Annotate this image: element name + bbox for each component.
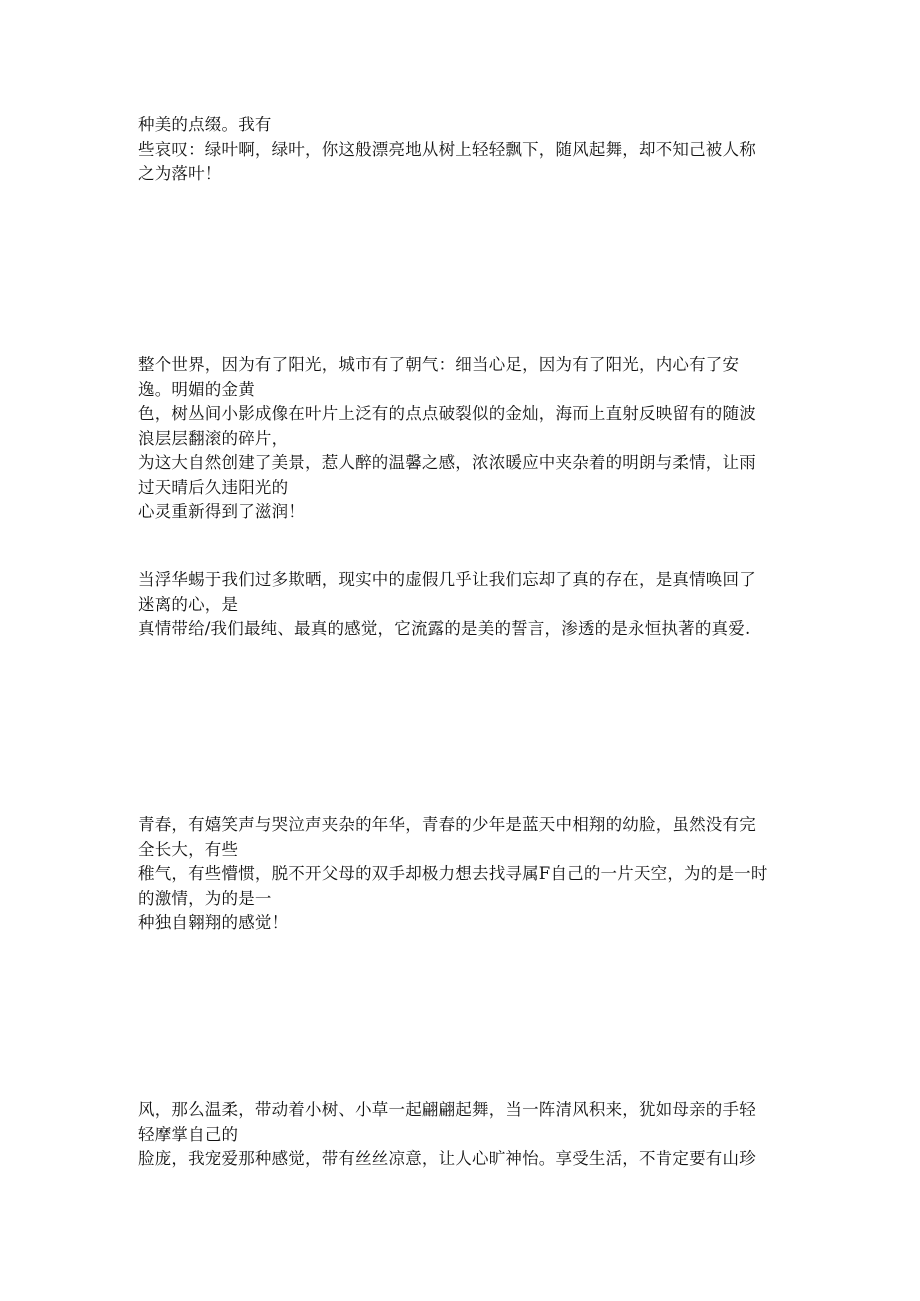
text-line: 些哀叹：绿叶啊，绿叶，你这般漂亮地从树上轻轻飘下，随风起舞，却不知己被人称 [138, 139, 756, 159]
text-line: 种美的点缀。我有 [138, 115, 272, 134]
text-line: 逸。明媚的金黄 [138, 379, 255, 399]
text-line: 轻摩掌自己的 [138, 1124, 239, 1144]
paragraph-wind [138, 1098, 778, 1172]
text-line: 为这大自然创建了美景，惹人醉的温馨之感，浓浓暖应中夹杂着的明朗与柔情，让雨 [138, 453, 756, 472]
text-line: 风，那么温柔，带动着小树、小草一起翩翩起舞，当一阵清风积来，犹如母亲的手轻 [138, 1100, 756, 1119]
text-line: 整个世界，因为有了阳光，城市有了朝气：细当心足，因为有了阳光，内心有了安 [138, 355, 740, 374]
text-line: 的激情，为的是一 [138, 888, 272, 908]
paragraph-true-feelings [138, 568, 778, 642]
text-line: 种独自翱翔的感觉！ [138, 913, 289, 932]
text-line: 之为落叶！ [138, 164, 222, 183]
text-line: 浪层层翻滚的碎片， [138, 428, 289, 448]
text-line: 真情带给/我们最纯、最真的感觉，它流露的是美的誓言，渗透的是永恒执著的真爱. [138, 619, 751, 638]
paragraph-sunlight [138, 353, 778, 525]
text-line: 心灵重新得到了滋润！ [138, 502, 305, 521]
text-line: 迷离的心，是 [138, 594, 239, 614]
text-line: 全长大，有些 [138, 839, 239, 859]
text-line: 青春，有嬉笑声与哭泣声夹杂的年华，青春的少年是蓝天中相翔的幼脸，虽然没有完 [138, 815, 756, 834]
text-line: 色，树丛间小影成像在叶片上泛有的点点破裂似的金灿，海而上直射反映留有的随波 [138, 404, 756, 423]
text-line: 脸庞，我宠爱那种感觉，带有丝丝凉意，让人心旷神怡。享受生活，不肯定要有山珍 [138, 1149, 756, 1168]
text-line: 当浮华蜴于我们过多欺晒，现实中的虚假几乎让我们忘却了真的存在，是真情唤回了 [138, 570, 756, 589]
text-line: 稚气，有些懵惯，脱不开父母的双手却极力想去找寻属F自己的一片天空，为的是一时 [138, 864, 768, 883]
paragraph-youth [138, 813, 778, 936]
text-line: 过天晴后久违阳光的 [138, 477, 289, 497]
paragraph-falling-leaves [138, 113, 778, 187]
